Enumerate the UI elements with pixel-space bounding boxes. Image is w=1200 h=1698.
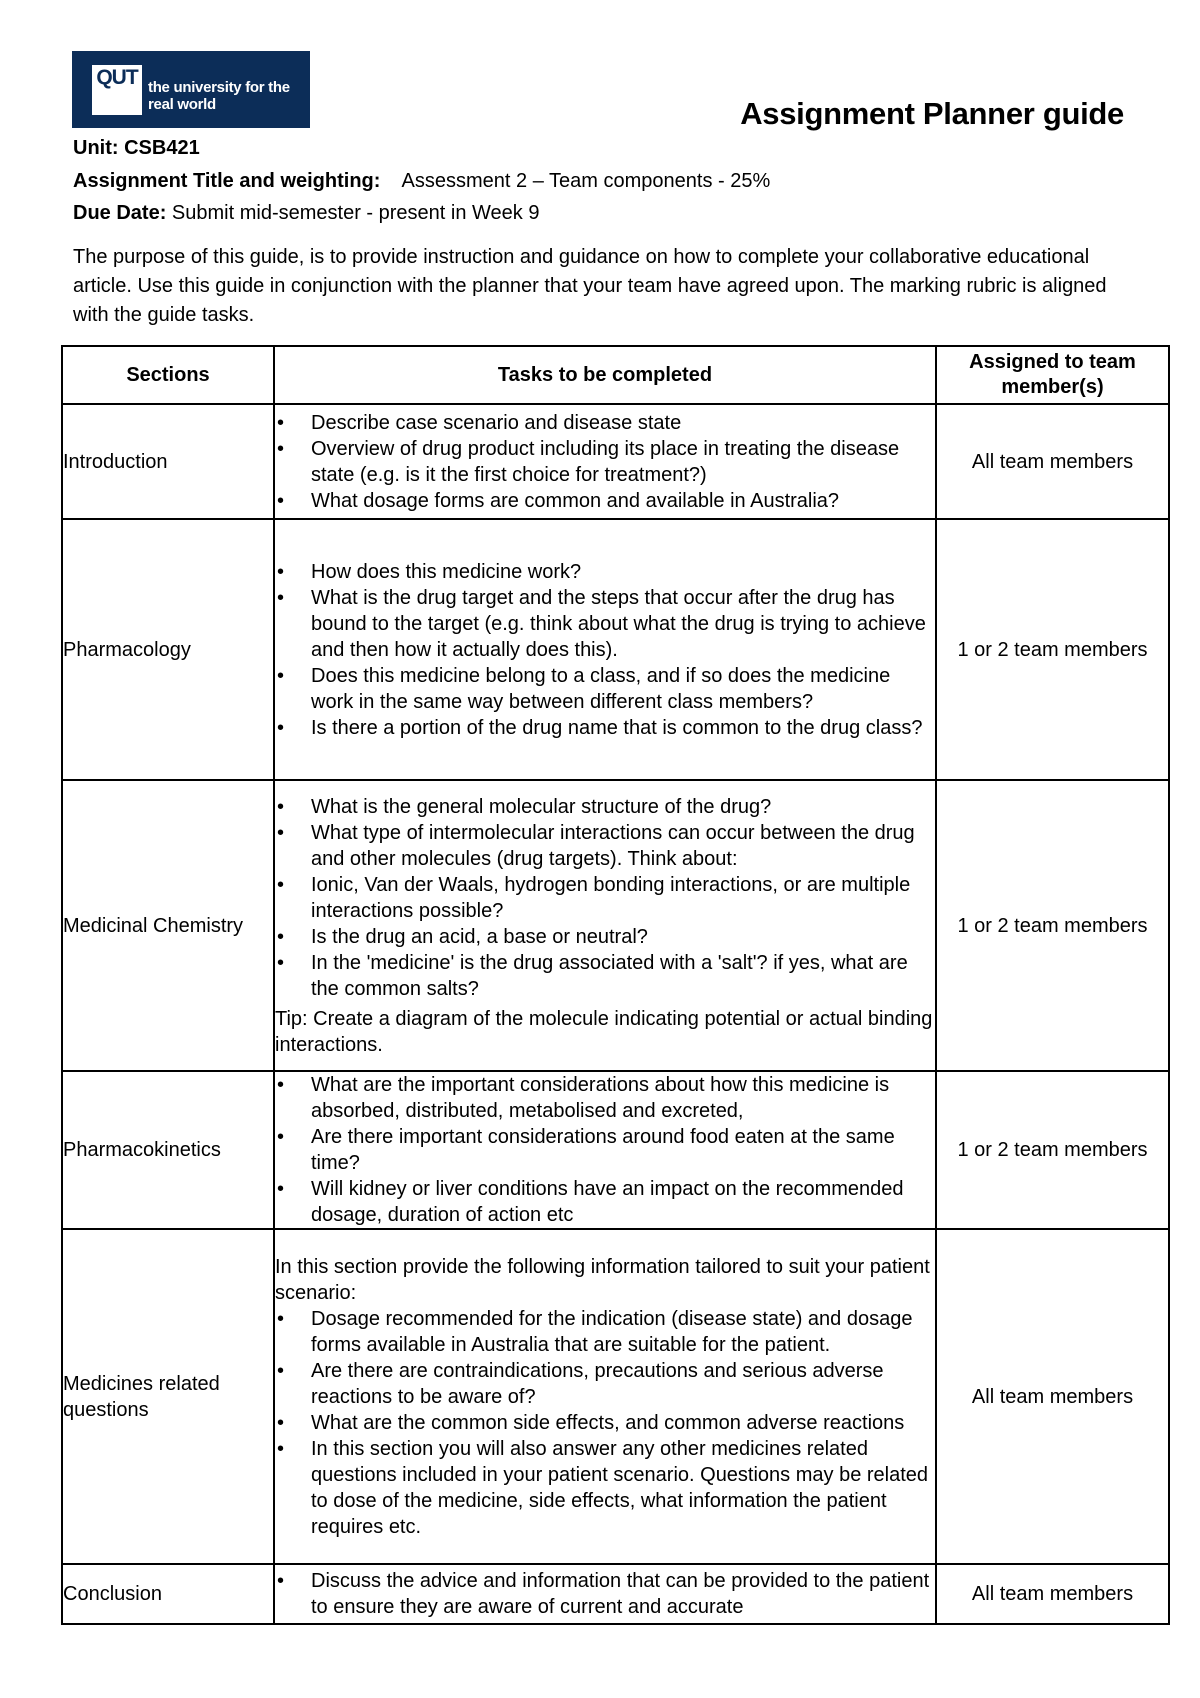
task-item: • In this section you will also answer any other medicines related questions included in your patient scenario. Questions may be related to dose of the medicine, side effects, what information the patient requires etc. [275, 1436, 935, 1540]
assigned-cell: 1 or 2 team members [936, 519, 1169, 780]
qut-logo [72, 51, 310, 128]
due-label: Due Date: [73, 202, 167, 224]
tip-note: Tip: Create a diagram of the molecule indicating potential or actual binding interactions. [275, 1007, 933, 1056]
task-list [275, 410, 935, 514]
task-list [275, 1306, 935, 1540]
task-item: • Describe case scenario and disease state [275, 410, 935, 436]
assignment-label: Assignment Title and weighting: [73, 170, 381, 192]
task-item: • What is the general molecular structure of the drug? [275, 794, 935, 820]
task-item: • Discuss the advice and information that can be provided to the patient to ensure they are aware of current and accurate [275, 1568, 935, 1620]
tasks-cell [274, 519, 936, 780]
task-item: • What are the common side effects, and common adverse reactions [275, 1410, 935, 1436]
page-title: Assignment Planner guide [740, 96, 1124, 131]
task-list [275, 794, 935, 1002]
table-row [62, 404, 1169, 519]
table-row [62, 1071, 1169, 1229]
assigned-cell: 1 or 2 team members [936, 780, 1169, 1071]
task-list [275, 1568, 935, 1620]
assignment-line [73, 170, 770, 193]
task-item: • How does this medicine work? [275, 559, 935, 585]
col-header-assigned: Assigned to team member(s) [936, 346, 1169, 404]
section-cell: Pharmacokinetics [62, 1071, 274, 1229]
due-date-line [73, 202, 539, 225]
unit-value: CSB421 [124, 137, 200, 159]
assigned-cell: 1 or 2 team members [936, 1071, 1169, 1229]
col-header-tasks: Tasks to be completed [274, 346, 936, 404]
unit-line [73, 137, 200, 160]
task-item: • Does this medicine belong to a class, and if so does the medicine work in the same way between different class members? [275, 663, 935, 715]
assigned-cell: All team members [936, 1564, 1169, 1624]
tasks-cell [274, 1071, 936, 1229]
task-item: • What are the important considerations about how this medicine is absorbed, distributed, metabolised and excreted, [275, 1072, 935, 1124]
tasks-cell [274, 780, 936, 1071]
tasks-cell [274, 1564, 936, 1624]
task-list [275, 1072, 935, 1228]
planner-table [61, 345, 1170, 1625]
assigned-cell: All team members [936, 404, 1169, 519]
logo-mark: QUT [92, 65, 142, 115]
unit-label: Unit: [73, 137, 119, 159]
table-row [62, 780, 1169, 1071]
task-item: • Are there important considerations around food eaten at the same time? [275, 1124, 935, 1176]
intro-paragraph: The purpose of this guide, is to provide instruction and guidance on how to complete your collaborative educational article. Use this guide in conjunction with the planner that your team have agreed upon. The marking rubric is aligned with the guide tasks. [73, 246, 1107, 326]
section-cell: Conclusion [62, 1564, 274, 1624]
task-item: • What is the drug target and the steps that occur after the drug has bound to the target (e.g. think about what the drug is trying to achieve and then how it actually does this). [275, 585, 935, 663]
task-item: • Is the drug an acid, a base or neutral? [275, 924, 935, 950]
task-item: • In the 'medicine' is the drug associated with a 'salt'? if yes, what are the common salts? [275, 950, 935, 1002]
due-value: Submit mid-semester - present in Week 9 [171, 202, 540, 224]
table-row [62, 1229, 1169, 1564]
task-item: • Are there are contraindications, precautions and serious adverse reactions to be aware of? [275, 1358, 935, 1410]
section-cell: Medicinal Chemistry [62, 780, 274, 1071]
task-item: • What type of intermolecular interactions can occur between the drug and other molecules (drug targets). Think about: [275, 820, 935, 872]
assignment-value: Assessment 2 – Team components - 25% [401, 170, 771, 192]
task-item: • Will kidney or liver conditions have an impact on the recommended dosage, duration of action etc [275, 1176, 935, 1228]
tasks-cell [274, 404, 936, 519]
table-row [62, 519, 1169, 780]
assigned-cell: All team members [936, 1229, 1169, 1564]
section-cell: Medicines related questions [62, 1229, 274, 1564]
logo-tagline: the university for the real world [148, 79, 290, 113]
task-item: • Ionic, Van der Waals, hydrogen bonding interactions, or are multiple interactions possible? [275, 872, 935, 924]
section-cell: Pharmacology [62, 519, 274, 780]
tasks-cell [274, 1229, 936, 1564]
section-cell: Introduction [62, 404, 274, 519]
table-row [62, 1564, 1169, 1624]
task-item: • Is there a portion of the drug name that is common to the drug class? [275, 715, 935, 741]
task-list [275, 559, 935, 741]
section-lead: In this section provide the following information tailored to suit your patient scenario: [275, 1255, 930, 1304]
task-item: • What dosage forms are common and available in Australia? [275, 488, 935, 514]
task-item: • Dosage recommended for the indication (disease state) and dosage forms available in Australia that are suitable for the patient. [275, 1306, 935, 1358]
table-header-row [62, 346, 1169, 404]
task-item: • Overview of drug product including its place in treating the disease state (e.g. is it the first choice for treatment?) [275, 436, 935, 488]
col-header-sections: Sections [62, 346, 274, 404]
